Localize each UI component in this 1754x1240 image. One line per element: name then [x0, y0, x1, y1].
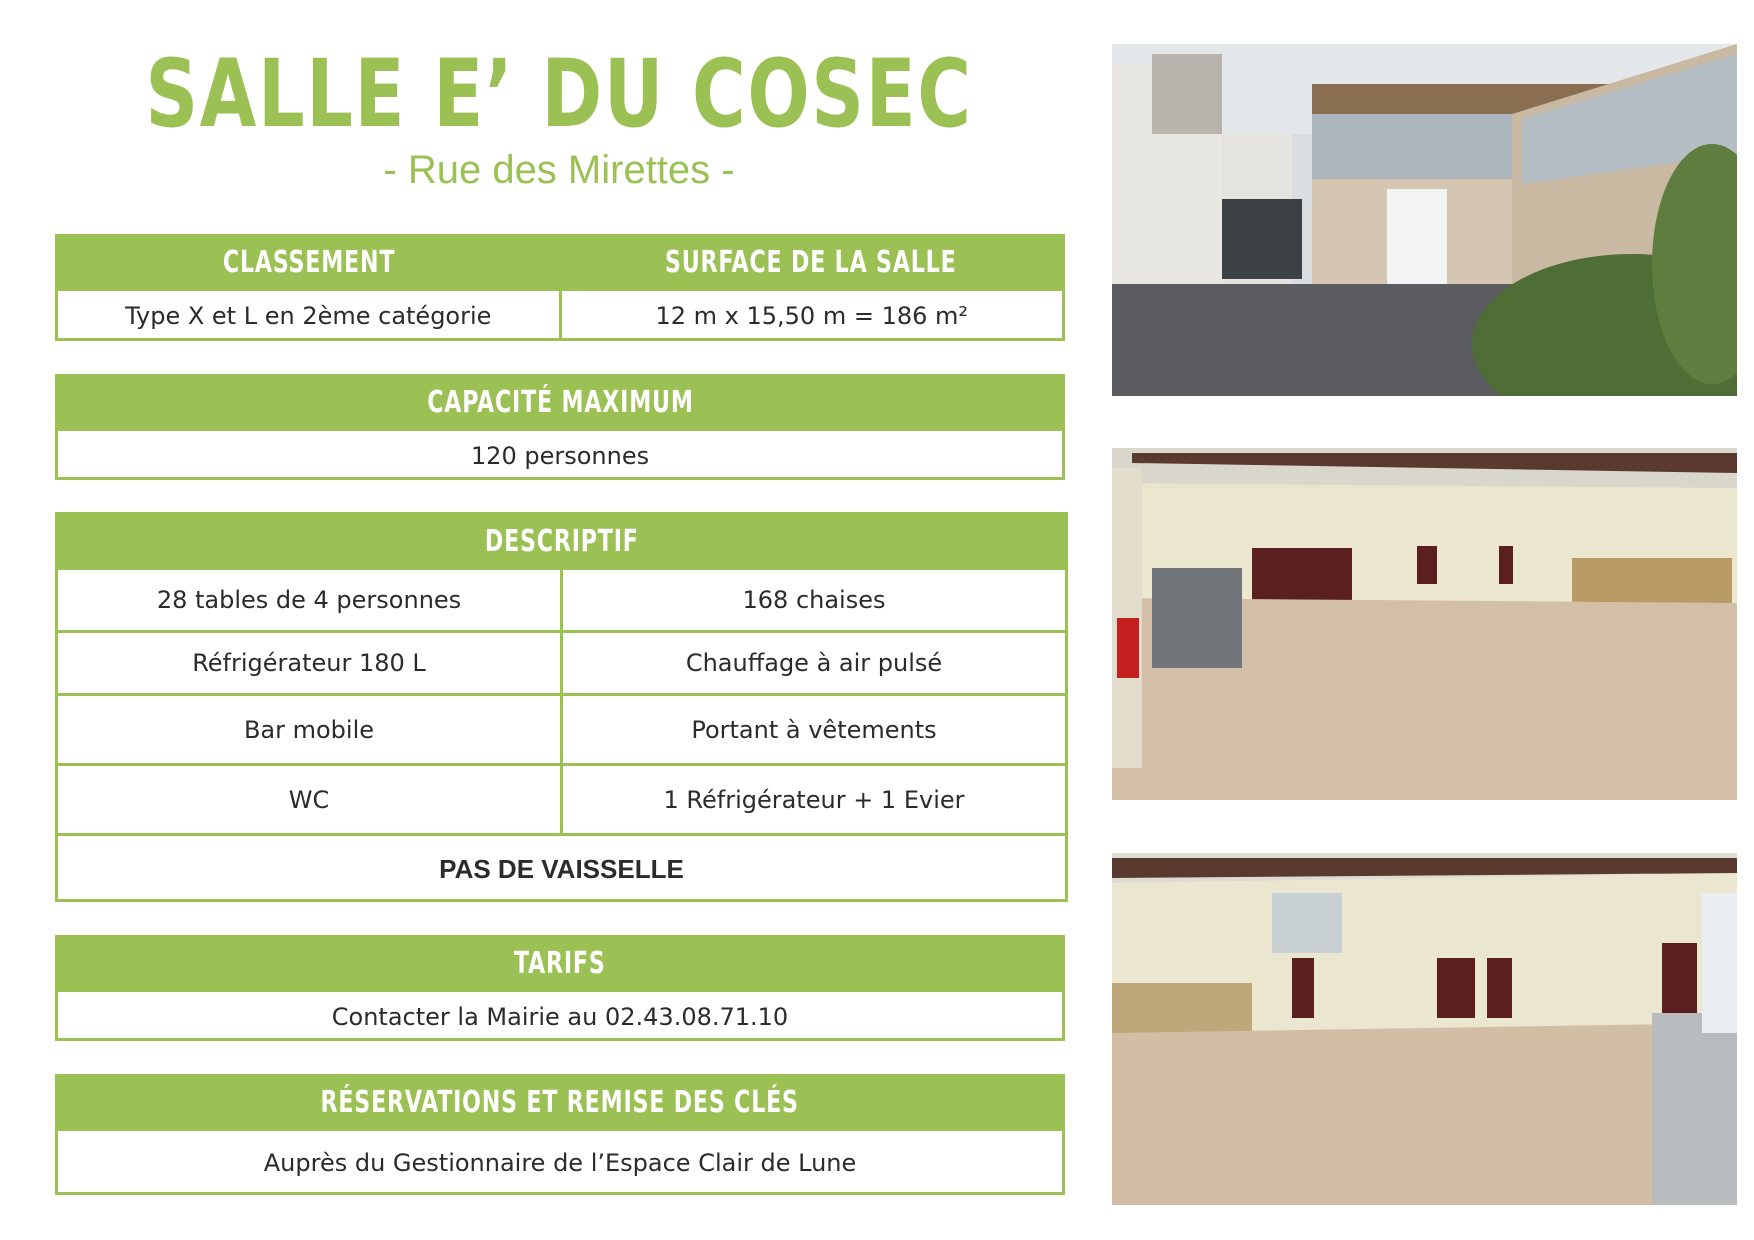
page-title: SALLE E’ DU COSEC — [145, 40, 973, 149]
tarifs-value: Contacter la Mairie au 02.43.08.71.10 — [331, 1002, 789, 1031]
table-row — [58, 630, 1065, 693]
exterior-photo — [1112, 44, 1737, 396]
classement-header: CLASSEMENT — [222, 245, 396, 280]
page-subtitle: - Rue des Mirettes - — [383, 148, 735, 192]
descriptif-table — [55, 512, 1068, 902]
classement-value: Type X et L en 2ème catégorie — [125, 302, 492, 330]
reservations-value: Auprès du Gestionnaire de l’Espace Clair de Lune — [263, 1149, 857, 1177]
capacite-table — [55, 374, 1065, 480]
descriptif-cell: 168 chaises — [560, 570, 1065, 630]
descriptif-cell: 1 Réfrigérateur + 1 Evier — [560, 766, 1065, 833]
table-row — [58, 693, 1065, 763]
interior-photo-2 — [1112, 853, 1737, 1205]
capacite-header: CAPACITÉ MAXIMUM — [426, 385, 694, 420]
classement-table — [55, 234, 1065, 341]
interior-photo-1 — [1112, 448, 1737, 800]
tarifs-table — [55, 935, 1065, 1041]
table-row — [58, 567, 1065, 630]
reservations-header: RÉSERVATIONS ET REMISE DES CLÉS — [320, 1085, 800, 1120]
descriptif-cell: WC — [288, 785, 330, 814]
table-row — [58, 763, 1065, 833]
descriptif-note: PAS DE VAISSELLE — [439, 853, 684, 884]
descriptif-cell: 28 tables de 4 personnes — [156, 586, 462, 614]
surface-header: SURFACE DE LA SALLE — [665, 245, 957, 280]
surface-value: 12 m x 15,50 m = 186 m² — [559, 291, 1063, 341]
descriptif-cell: Réfrigérateur 180 L — [192, 649, 426, 677]
reservations-table — [55, 1074, 1065, 1195]
table-row — [58, 833, 1065, 902]
descriptif-cell: Portant à vêtements — [560, 696, 1065, 763]
capacite-value: 120 personnes — [470, 441, 650, 470]
descriptif-header: DESCRIPTIF — [484, 523, 639, 559]
tarifs-header: TARIFS — [514, 946, 606, 981]
descriptif-cell: Chauffage à air pulsé — [560, 633, 1065, 693]
descriptif-cell: Bar mobile — [243, 715, 375, 744]
